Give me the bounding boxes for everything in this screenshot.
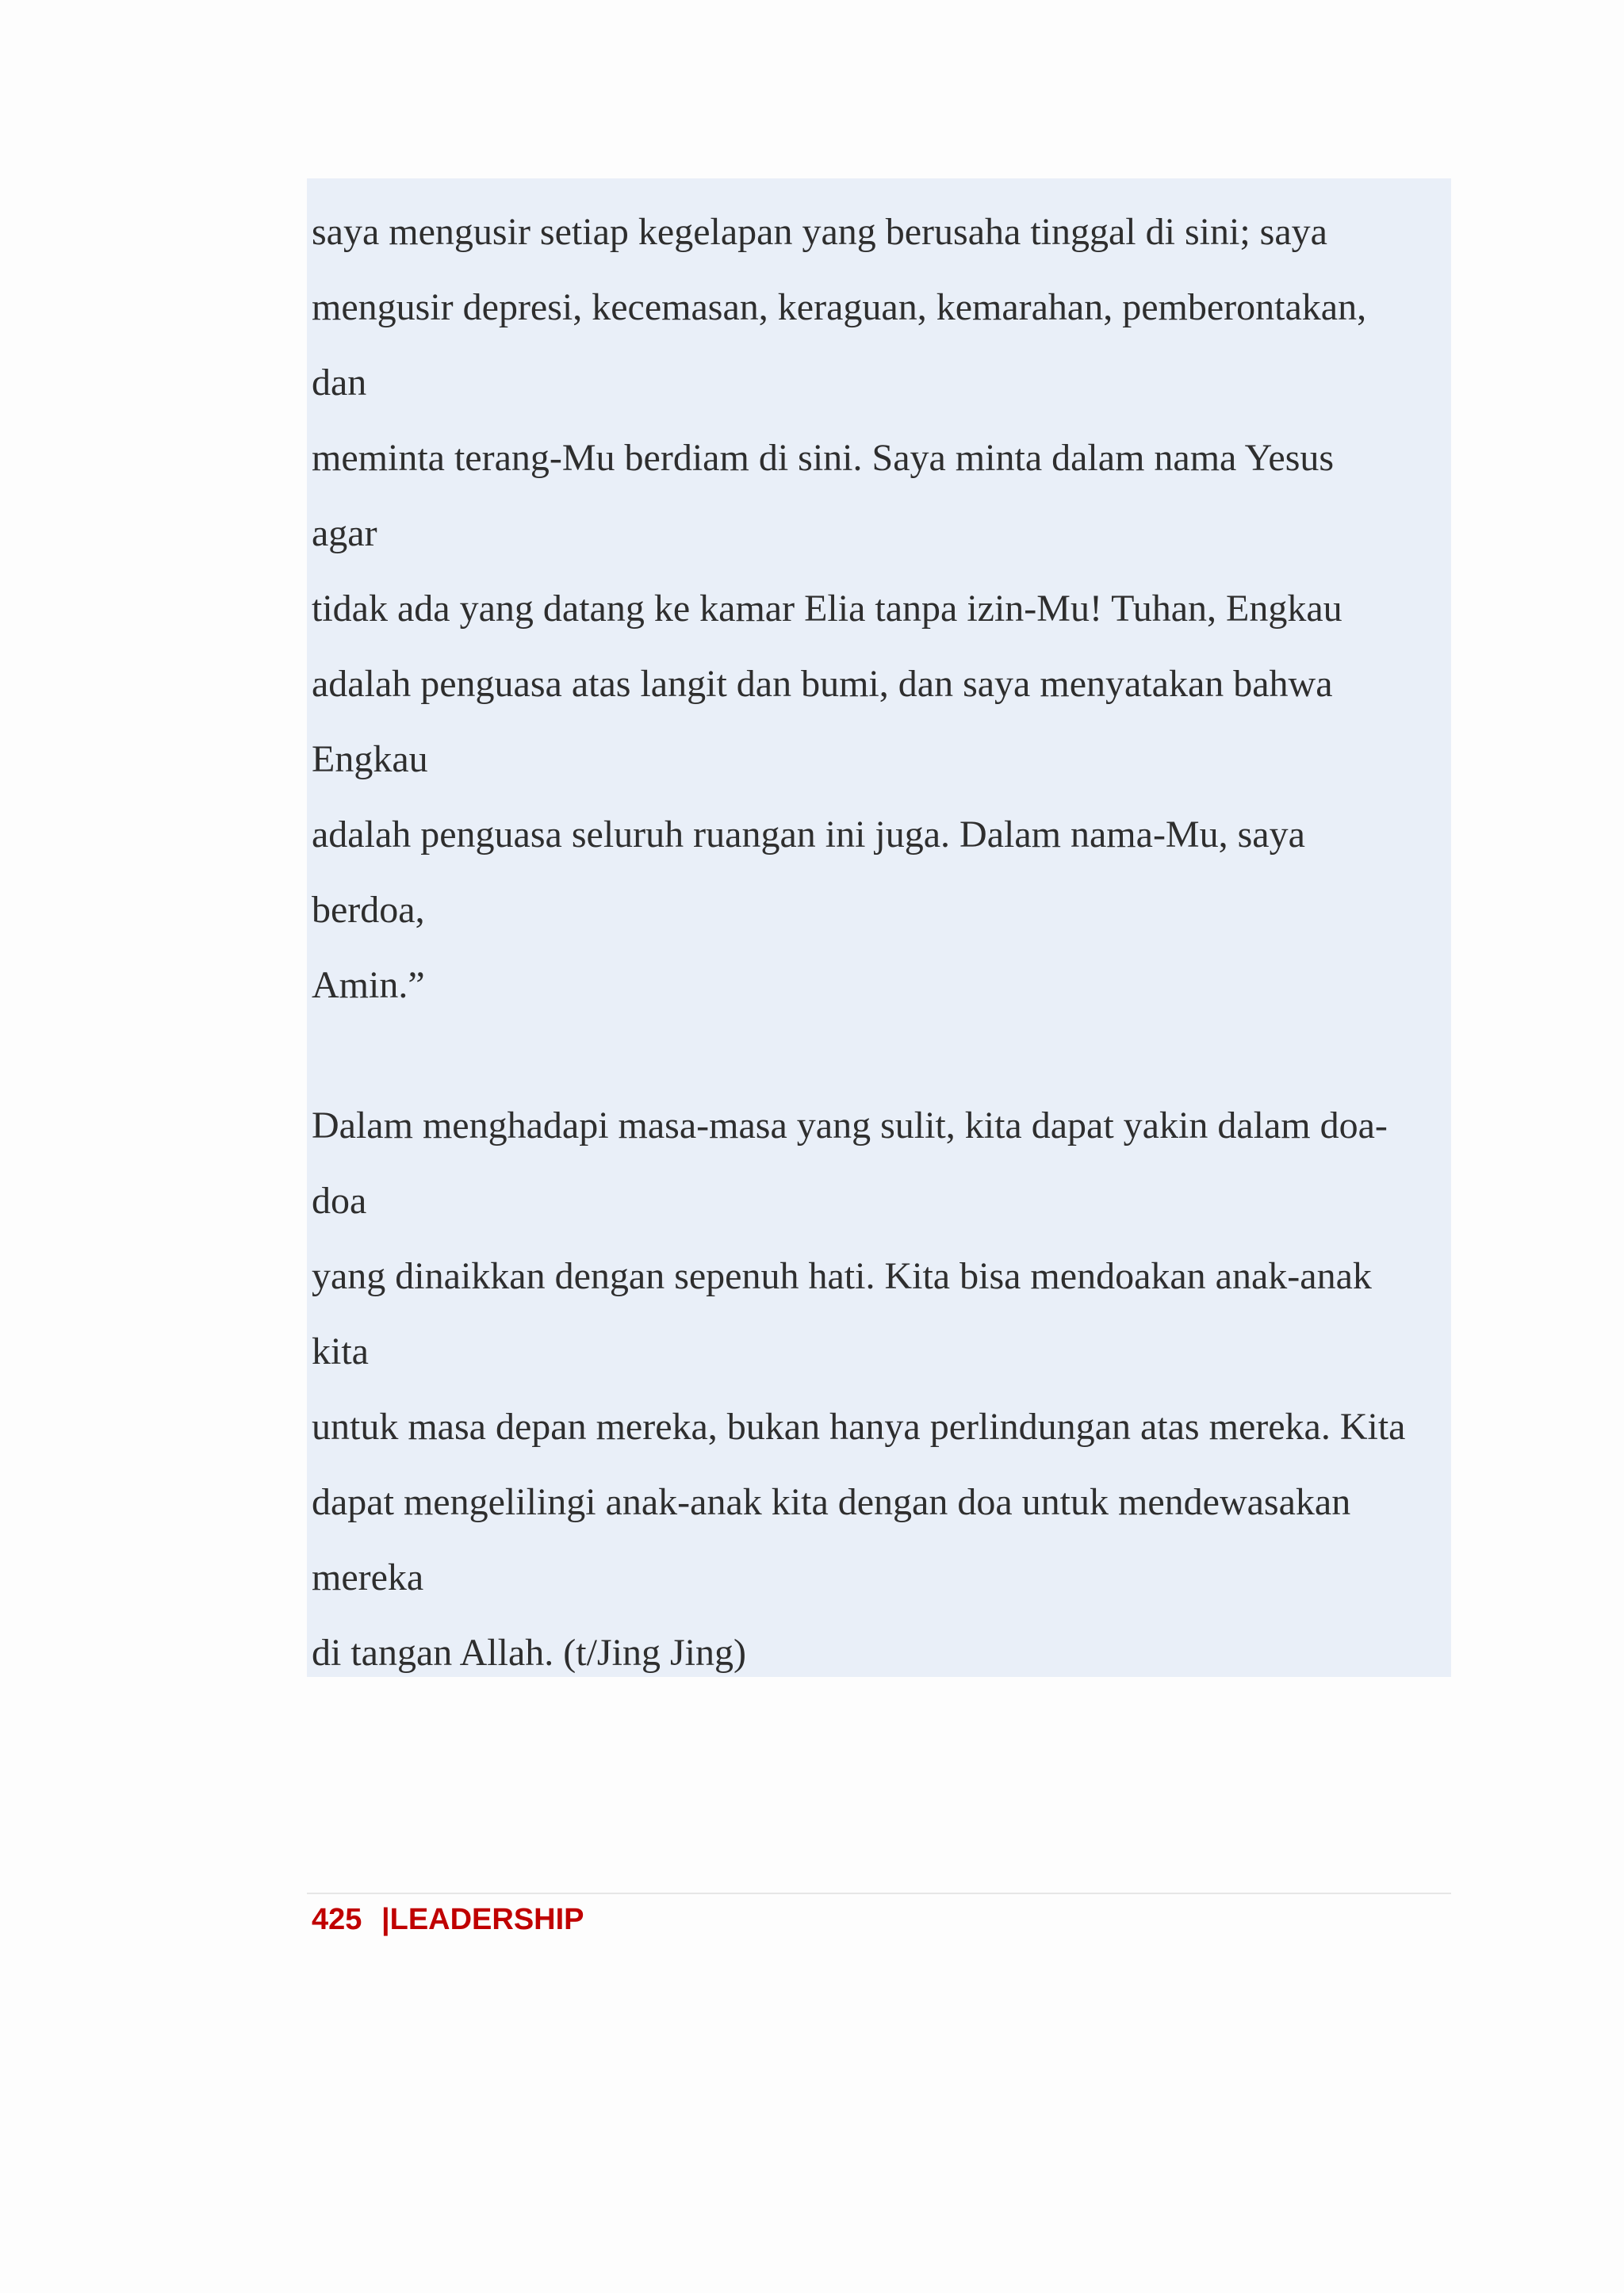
text-line: kita [312, 1330, 369, 1372]
text-line: untuk masa depan mereka, bukan hanya perlindungan atas mereka. Kita [312, 1406, 1406, 1448]
text-line: saya mengusir setiap kegelapan yang berusaha tinggal di sini; saya [312, 211, 1327, 253]
page-number: 425 [312, 1903, 362, 1936]
text-line: mengusir depresi, kecemasan, keraguan, kemarahan, pemberontakan, [312, 286, 1367, 328]
text-line: adalah penguasa atas langit dan bumi, dan saya menyatakan bahwa [312, 663, 1333, 705]
highlighted-text-block [307, 178, 1451, 1677]
text-line: Dalam menghadapi masa-masa yang sulit, kita dapat yakin dalam doa- [312, 1104, 1388, 1146]
text-line: mereka [312, 1556, 424, 1598]
text-line: dan [312, 362, 367, 404]
text-line: dapat mengelilingi anak-anak kita dengan doa untuk mendewasakan [312, 1481, 1351, 1523]
text-line: agar [312, 512, 377, 554]
text-line: meminta terang-Mu berdiam di sini. Saya minta dalam nama Yesus [312, 437, 1335, 479]
text-line: Engkau [312, 738, 428, 780]
text-line: yang dinaikkan dengan sepenuh hati. Kita bisa mendoakan anak-anak [312, 1255, 1372, 1297]
text-line: doa [312, 1180, 367, 1222]
page-footer [312, 1900, 584, 1939]
text-line: berdoa, [312, 889, 425, 931]
footer-section: LEADERSHIP [389, 1903, 584, 1936]
text-line: di tangan Allah. (t/Jing Jing) [312, 1632, 746, 1674]
text-line: Amin.” [312, 964, 425, 1006]
footer-divider [307, 1893, 1451, 1894]
footer-separator: | [381, 1903, 390, 1936]
text-line: tidak ada yang datang ke kamar Elia tanpa izin-Mu! Tuhan, Engkau [312, 588, 1342, 630]
text-line: adalah penguasa seluruh ruangan ini juga. Dalam nama-Mu, saya [312, 813, 1305, 856]
